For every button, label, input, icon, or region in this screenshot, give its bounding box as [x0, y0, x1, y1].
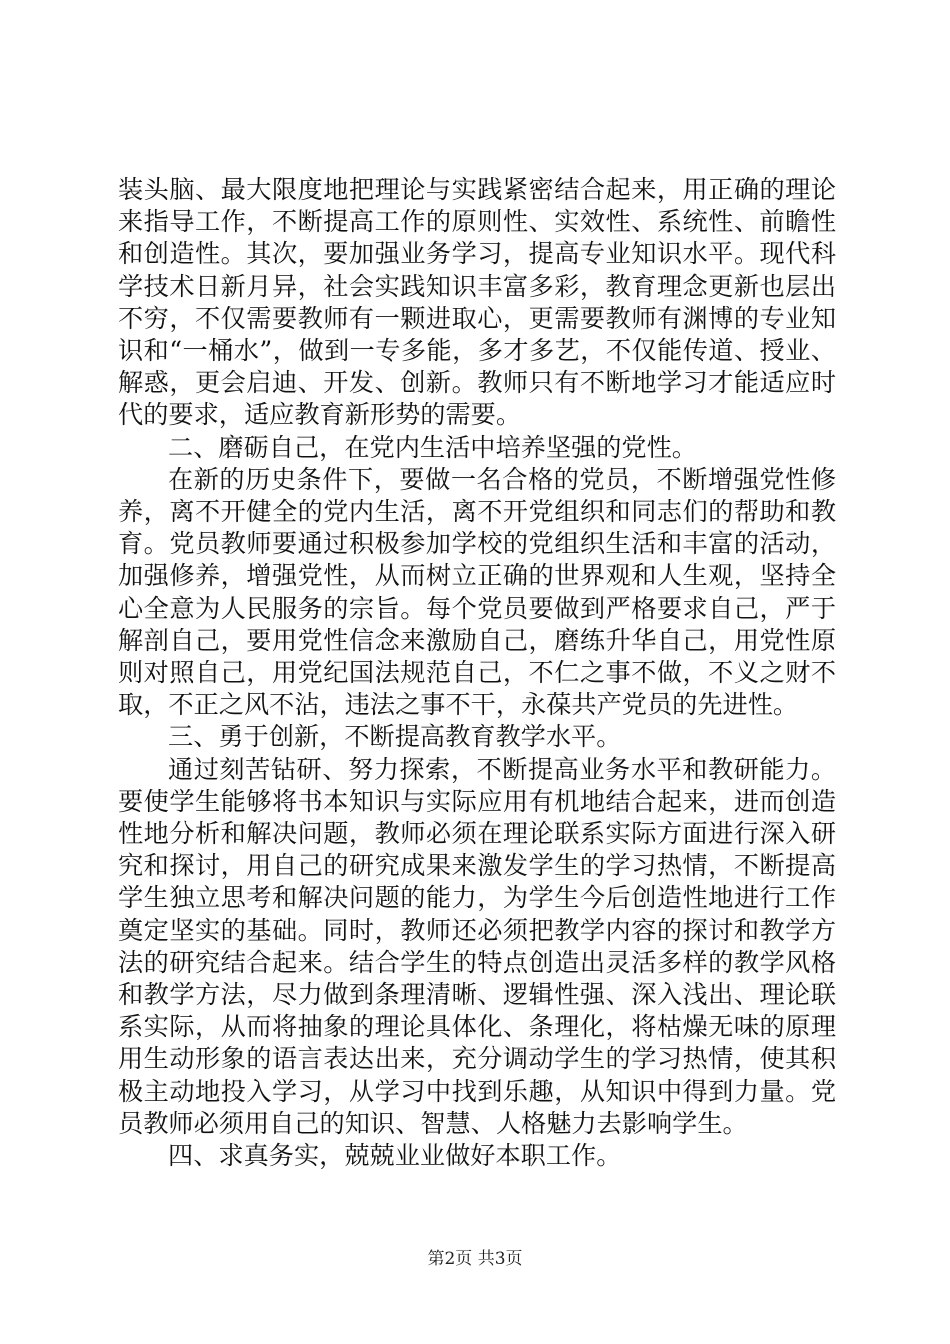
paragraph-party-life: 在新的历史条件下，要做一名合格的党员，不断增强党性修养，离不开健全的党内生活，离不开党组织和同志们的帮助和教育。党员教师要通过积极参加学校的党组织生活和丰富的活动，加强修养，增强党性，从而树立正确的世界观和人生观，坚持全心全意为人民服务的宗旨。每个党员要做到严格要求自己，严于解剖自己，要用党性信念来激励自己，磨练升华自己，用党性原则对照自己，用党纪国法规范自己，不仁之事不做，不义之财不取，不正之风不沾，违法之事不干，永葆共产党员的先进性。 [118, 464, 836, 720]
section-heading-3: 三、勇于创新，不断提高教育教学水平。 [168, 722, 622, 752]
page-number-footer: 第2页 共3页 [427, 1249, 523, 1269]
section-heading-2: 二、磨砺自己，在党内生活中培养坚强的党性。 [168, 432, 697, 462]
document-body [118, 174, 836, 1172]
section-heading-4: 四、求真务实，兢兢业业做好本职工作。 [168, 1141, 622, 1171]
paragraph-innovation: 通过刻苦钻研、努力探索，不断提高业务水平和教研能力。要使学生能够将书本知识与实际应用有机地结合起来，进而创造性地分析和解决问题，教师必须在理论联系实际方面进行深入研究和探讨，用自己的研究成果来激发学生的学习热情，不断提高学生独立思考和解决问题的能力，为学生今后创造性地进行工作奠定坚实的基础。同时，教师还必须把教学内容的探讨和教学方法的研究结合起来。结合学生的特点创造出灵活多样的教学风格和教学方法，尽力做到条理清晰、逻辑性强、深入浅出、理论联系实际，从而将抽象的理论具体化、条理化，将枯燥无味的原理用生动形象的语言表达出来，充分调动学生的学习热情，使其积极主动地投入学习，从学习中找到乐趣，从知识中得到力量。党员教师必须用自己的知识、智慧、人格魅力去影响学生。 [118, 754, 836, 1138]
paragraph-continuation: 装头脑、最大限度地把理论与实践紧密结合起来，用正确的理论来指导工作，不断提高工作的原则性、实效性、系统性、前瞻性和创造性。其次，要加强业务学习，提高专业知识水平。现代科学技术日新月异，社会实践知识丰富多彩，教育理念更新也层出不穷，不仅需要教师有一颗进取心，更需要教师有渊博的专业知识和“一桶水”，做到一专多能，多才多艺，不仅能传道、授业、解惑，更会启迪、开发、创新。教师只有不断地学习才能适应时代的要求，适应教育新形势的需要。 [118, 175, 836, 430]
